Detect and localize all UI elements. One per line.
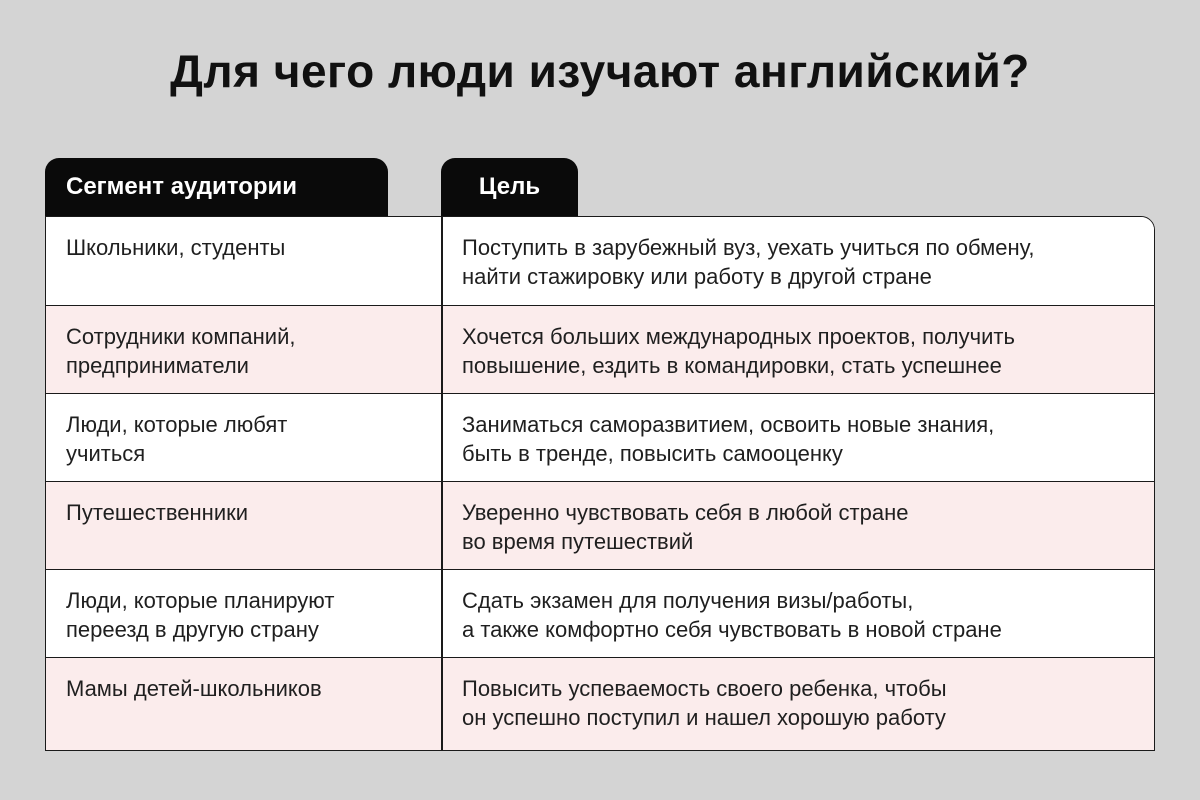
- table-row: [46, 393, 1154, 481]
- goal-cell: Заниматься саморазвитием, освоить новые знания, быть в тренде, повысить самооценку: [462, 412, 995, 466]
- segment-cell: Сотрудники компаний, предприниматели: [66, 324, 296, 378]
- segment-cell: Путешественники: [66, 500, 249, 525]
- segment-cell: Люди, которые любят учиться: [66, 412, 288, 466]
- column-header-segment: Сегмент аудитории: [45, 158, 388, 216]
- goal-cell: Хочется больших международных проектов, получить повышение, ездить в командировки, стать успешнее: [462, 324, 1015, 378]
- goal-cell: Поступить в зарубежный вуз, уехать учиться по обмену, найти стажировку или работу в другой стране: [462, 235, 1035, 289]
- column-divider: [441, 217, 443, 750]
- table-row: [46, 481, 1154, 569]
- segment-cell: Школьники, студенты: [66, 235, 286, 260]
- segment-cell: Люди, которые планируют переезд в другую страну: [66, 588, 335, 642]
- table-row: [46, 569, 1154, 657]
- goal-cell: Уверенно чувствовать себя в любой стране во время путешествий: [462, 500, 909, 554]
- goal-cell: Сдать экзамен для получения визы/работы, а также комфортно себя чувствовать в новой стране: [462, 588, 1002, 642]
- table-row: [46, 217, 1154, 305]
- segments-table: [45, 216, 1155, 751]
- goal-cell: Повысить успеваемость своего ребенка, чтобы он успешно поступил и нашел хорошую работу: [462, 676, 947, 730]
- page-title: Для чего люди изучают английский?: [170, 45, 1030, 97]
- column-header-goal: Цель: [441, 158, 578, 216]
- segment-cell: Мамы детей-школьников: [66, 676, 322, 701]
- table-row: [46, 305, 1154, 393]
- table-row: [46, 657, 1154, 751]
